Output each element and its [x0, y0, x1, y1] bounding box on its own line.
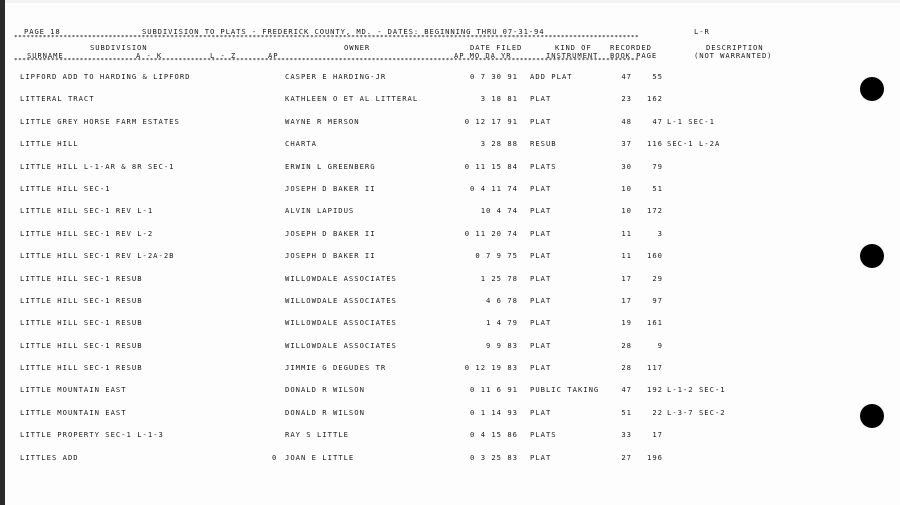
subdivision-name: LITTLE GREY HORSE FARM ESTATES: [20, 116, 180, 126]
date-filed: 0 12 19 83: [464, 363, 518, 373]
kind-of-instrument: PLAT: [530, 452, 552, 462]
subdivision-name: LITTLE HILL L-1-AR & 8R SEC-1: [20, 161, 175, 171]
kind-of-instrument: PLAT: [530, 340, 552, 350]
book-number: 47: [621, 72, 632, 81]
col-date-filed: DATE FILED: [470, 43, 523, 52]
page-number-cell: 47: [652, 116, 663, 126]
kind-of-instrument: PLAT: [530, 295, 552, 305]
owner-name: JOSEPH D BAKER II: [285, 251, 376, 261]
col-l-z: L - Z: [210, 51, 237, 60]
page-number-cell: 172: [647, 206, 663, 216]
page-number-cell: 117: [647, 363, 663, 373]
subdivision-name: LITTLE HILL SEC-1: [20, 183, 111, 193]
kind-of-instrument: PLAT: [530, 228, 552, 238]
owner-name: CHARTA: [285, 139, 317, 149]
table-row: [20, 64, 810, 86]
owner-name: CASPER E HARDING-JR: [285, 72, 387, 81]
col-ap-mo-da-yr: AP MO DA YR: [454, 51, 512, 60]
col-surname: SURNAME: [27, 51, 64, 60]
owner-name: ALVIN LAPIDUS: [285, 206, 355, 216]
subdivision-name: LITTLE HILL SEC-1 RESUB: [20, 295, 143, 305]
ap-flag: 0: [272, 452, 278, 462]
table-row: [20, 400, 810, 422]
date-filed: 0 1 14 93: [470, 407, 518, 417]
table-row: [20, 266, 810, 288]
date-filed: 3 28 88: [480, 139, 518, 149]
book-number: 27: [621, 452, 632, 462]
records-table: [20, 64, 810, 467]
book-number: 51: [621, 407, 632, 417]
subdivision-name: LITTLE HILL SEC-1 RESUB: [20, 318, 143, 328]
page-number-cell: 29: [652, 273, 663, 283]
punch-hole-bottom: [860, 404, 884, 428]
book-number: 28: [621, 363, 632, 373]
page-number-cell: 192: [647, 385, 663, 395]
owner-name: JOSEPH D BAKER II: [285, 228, 376, 238]
owner-name: ERWIN L GREENBERG: [285, 161, 376, 171]
page-number-cell: 161: [647, 318, 663, 328]
page-number-cell: 22: [652, 407, 663, 417]
header-rule-top: [14, 35, 804, 41]
subdivision-name: LITTLE HILL SEC-1 REV L-1: [20, 206, 154, 216]
page-number-cell: 51: [652, 183, 663, 193]
book-number: 33: [621, 430, 632, 440]
owner-name: WILLOWDALE ASSOCIATES: [285, 295, 397, 305]
kind-of-instrument: PLAT: [530, 206, 552, 216]
owner-name: KATHLEEN O ET AL LITTERAL: [285, 94, 419, 104]
table-row: [20, 198, 810, 220]
subdivision-name: LIPFORD ADD TO HARDING & LIPFORD: [20, 72, 191, 81]
owner-name: WILLOWDALE ASSOCIATES: [285, 273, 397, 283]
letter-range: L-R: [694, 27, 710, 36]
page-number-cell: 196: [647, 452, 663, 462]
date-filed: 0 4 11 74: [470, 183, 518, 193]
table-row: [20, 445, 810, 467]
book-number: 30: [621, 161, 632, 171]
owner-name: RAY S LITTLE: [285, 430, 349, 440]
date-filed: 0 7 9 75: [475, 251, 518, 261]
book-number: 11: [621, 251, 632, 261]
date-filed: 0 7 30 91: [470, 72, 518, 81]
table-row: [20, 310, 810, 332]
date-filed: 9 9 83: [486, 340, 518, 350]
punch-hole-top: [860, 77, 884, 101]
kind-of-instrument: PLAT: [530, 94, 552, 104]
table-row: [20, 288, 810, 310]
owner-name: WAYNE R MERSON: [285, 116, 360, 126]
kind-of-instrument: PLATS: [530, 430, 557, 440]
subdivision-name: LITTLE MOUNTAIN EAST: [20, 385, 127, 395]
book-number: 11: [621, 228, 632, 238]
subdivision-name: LITTERAL TRACT: [20, 94, 95, 104]
page-number-cell: 3: [657, 228, 663, 238]
subdivision-name: LITTLE HILL: [20, 139, 79, 149]
description-text: L-1 SEC-1: [667, 116, 715, 126]
subdivision-name: LITTLES ADD: [20, 452, 79, 462]
page-number-cell: 55: [652, 72, 663, 81]
kind-of-instrument: PLAT: [530, 116, 552, 126]
table-row: [20, 109, 810, 131]
col-kind-of: KIND OF: [555, 43, 592, 52]
col-book-page: BOOK PAGE: [610, 51, 658, 60]
owner-name: DONALD R WILSON: [285, 385, 365, 395]
report-header: [14, 6, 804, 66]
book-number: 10: [621, 206, 632, 216]
owner-name: JIMMIE G DEGUDES TR: [285, 363, 387, 373]
date-filed: 1 25 78: [480, 273, 518, 283]
col-not-warranted: (NOT WARRANTED): [694, 51, 773, 60]
table-row: [20, 243, 810, 265]
kind-of-instrument: PLAT: [530, 273, 552, 283]
table-row: [20, 221, 810, 243]
book-number: 48: [621, 116, 632, 126]
report-title: SUBDIVISION TO PLATS - FREDERICK COUNTY, MD. - DATES: BEGINNING THRU 07-31-94: [142, 27, 545, 36]
table-row: [20, 333, 810, 355]
date-filed: 0 12 17 91: [464, 116, 518, 126]
owner-name: WILLOWDALE ASSOCIATES: [285, 340, 397, 350]
page-number-cell: 79: [652, 161, 663, 171]
kind-of-instrument: PLAT: [530, 318, 552, 328]
date-filed: 0 4 15 86: [470, 430, 518, 440]
subdivision-name: LITTLE HILL SEC-1 REV L-2: [20, 228, 154, 238]
date-filed: 10 4 74: [480, 206, 518, 216]
col-ap: AP: [268, 51, 279, 60]
col-owner: OWNER: [344, 43, 371, 52]
page-number-cell: 116: [647, 139, 663, 149]
page-edge-shadow: [0, 0, 5, 505]
col-recorded: RECORDED: [610, 43, 652, 52]
date-filed: 3 18 81: [480, 94, 518, 104]
table-row: [20, 86, 810, 108]
kind-of-instrument: PLAT: [530, 363, 552, 373]
page-number-cell: 9: [657, 340, 663, 350]
page-number-cell: 17: [652, 430, 663, 440]
book-number: 47: [621, 385, 632, 395]
col-a-k: A - K: [136, 51, 163, 60]
page-top-edge: [5, 0, 900, 3]
book-number: 37: [621, 139, 632, 149]
subdivision-name: LITTLE HILL SEC-1 RESUB: [20, 340, 143, 350]
col-subdivision: SUBDIVISION: [90, 43, 148, 52]
book-number: 19: [621, 318, 632, 328]
page-number: PAGE 18: [24, 27, 61, 36]
col-description: DESCRIPTION: [706, 43, 764, 52]
owner-name: JOAN E LITTLE: [285, 452, 355, 462]
owner-name: JOSEPH D BAKER II: [285, 183, 376, 193]
owner-name: DONALD R WILSON: [285, 407, 365, 417]
page-number-cell: 162: [647, 94, 663, 104]
description-text: L-1-2 SEC-1: [667, 385, 726, 395]
kind-of-instrument: PLAT: [530, 183, 552, 193]
subdivision-name: LITTLE HILL SEC-1 REV L-2A-2B: [20, 251, 175, 261]
description-text: L-3-7 SEC-2: [667, 407, 726, 417]
date-filed: 0 11 15 84: [464, 161, 518, 171]
table-row: [20, 176, 810, 198]
subdivision-name: LITTLE HILL SEC-1 RESUB: [20, 363, 143, 373]
punch-hole-middle: [860, 244, 884, 268]
kind-of-instrument: PLATS: [530, 161, 557, 171]
kind-of-instrument: PLAT: [530, 407, 552, 417]
table-row: [20, 355, 810, 377]
book-number: 23: [621, 94, 632, 104]
kind-of-instrument: PUBLIC TAKING: [530, 385, 600, 395]
page-number-cell: 97: [652, 295, 663, 305]
book-number: 17: [621, 295, 632, 305]
subdivision-name: LITTLE HILL SEC-1 RESUB: [20, 273, 143, 283]
date-filed: 1 4 79: [486, 318, 518, 328]
subdivision-name: LITTLE PROPERTY SEC-1 L-1-3: [20, 430, 164, 440]
date-filed: 4 6 78: [486, 295, 518, 305]
book-number: 10: [621, 183, 632, 193]
date-filed: 0 3 25 83: [470, 452, 518, 462]
table-row: [20, 154, 810, 176]
kind-of-instrument: ADD PLAT: [530, 72, 573, 81]
table-row: [20, 422, 810, 444]
description-text: SEC-1 L-2A: [667, 139, 721, 149]
kind-of-instrument: RESUB: [530, 139, 557, 149]
book-number: 28: [621, 340, 632, 350]
kind-of-instrument: PLAT: [530, 251, 552, 261]
table-row: [20, 131, 810, 153]
book-number: 17: [621, 273, 632, 283]
col-instrument: INSTRUMENT: [546, 51, 599, 60]
page-number-cell: 160: [647, 251, 663, 261]
date-filed: 0 11 6 91: [470, 385, 518, 395]
table-row: [20, 377, 810, 399]
subdivision-name: LITTLE MOUNTAIN EAST: [20, 407, 127, 417]
owner-name: WILLOWDALE ASSOCIATES: [285, 318, 397, 328]
date-filed: 0 11 20 74: [464, 228, 518, 238]
